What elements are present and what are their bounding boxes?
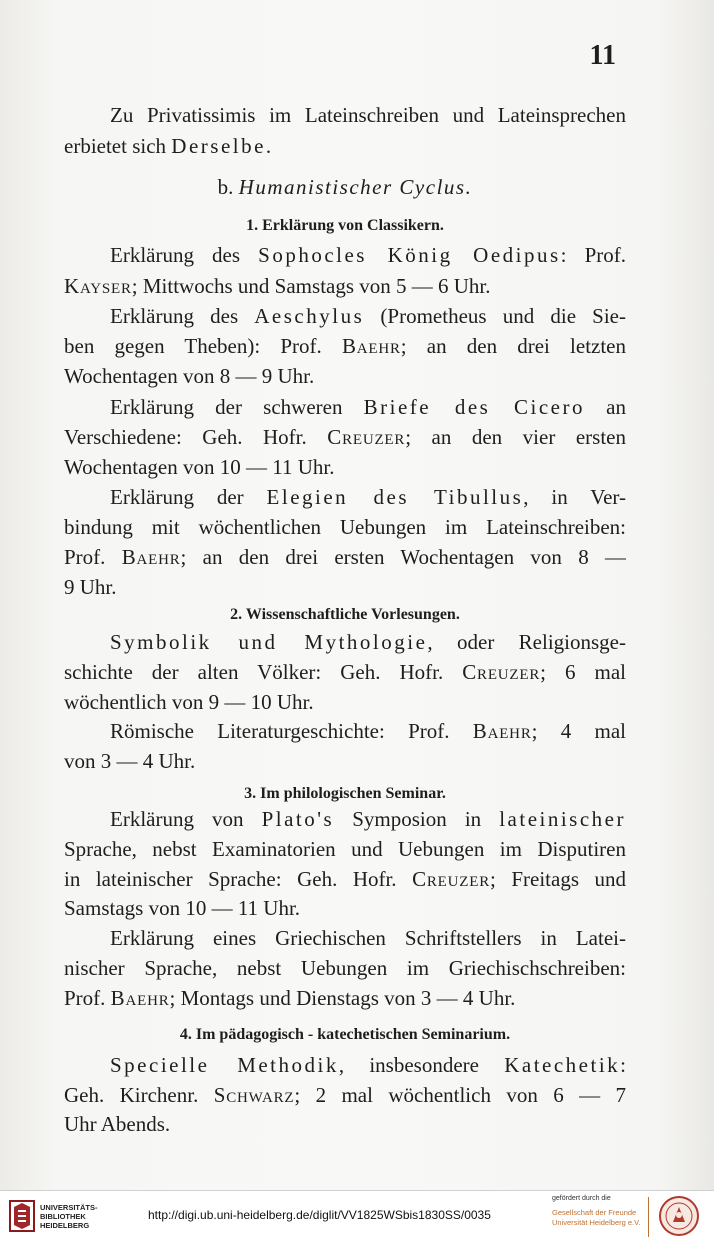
subsection-heading: 4. Im pädagogisch - katechetischen Seminarium. xyxy=(179,1026,511,1043)
library-name: UNIVERSITÄTS- BIBLIOTHEK HEIDELBERG xyxy=(40,1203,98,1230)
text-line: Römische Literaturgeschichte: Prof. Baehr; 4 mal xyxy=(110,719,626,743)
text-line: Geh. Kirchenr. Schwarz; 2 mal wöchentlich von 6 — 7 xyxy=(64,1083,626,1107)
text-line: Samstags von 10 — 11 Uhr. xyxy=(64,896,301,920)
viewer-footer xyxy=(0,1190,714,1242)
text-line: nischer Sprache, nebst Uebungen im Griechischschreiben: xyxy=(64,956,626,980)
text-line: Sprache, nebst Examinatorien und Uebungen im Disputiren xyxy=(64,837,626,861)
text-line: Symbolik und Mythologie, oder Religionsge- xyxy=(110,630,626,654)
funded-by-label: gefördert durch die xyxy=(552,1195,611,1202)
text-line: Kayser; Mittwochs und Samstags von 5 — 6 Uhr. xyxy=(64,274,491,298)
society-name[interactable]: Gesellschaft der Freunde Universität Heidelberg e.V. xyxy=(552,1208,641,1227)
text-line: ben gegen Theben): Prof. Baehr; an den drei letzten xyxy=(64,334,626,358)
text-line: Erklärung der Elegien des Tibullus, in Ver- xyxy=(110,485,626,509)
text-line: Wochentagen von 8 — 9 Uhr. xyxy=(64,364,315,388)
text-line: Uhr Abends. xyxy=(64,1112,171,1136)
text-line: Zu Privatissimis im Lateinschreiben und Lateinsprechen xyxy=(110,103,626,127)
text-line: Specielle Methodik, insbesondere Katechetik: xyxy=(110,1053,626,1077)
text-line: Erklärung eines Griechischen Schriftstellers in Latei- xyxy=(110,926,626,950)
text-line: bindung mit wöchentlichen Uebungen im Lateinschreiben: xyxy=(64,515,626,539)
text-line: Erklärung von Plato's Symposion in lateinischer xyxy=(110,807,626,831)
section-heading: b. Humanistischer Cyclus. xyxy=(217,175,473,199)
text-line: erbietet sich Derselbe. xyxy=(64,134,274,158)
text-line: Verschiedene: Geh. Hofr. Creuzer; an den vier ersten xyxy=(64,425,626,449)
text-line: Erklärung des Aeschylus (Prometheus und die Sie- xyxy=(110,304,626,328)
university-library-logo-icon xyxy=(8,1199,36,1233)
subsection-heading: 3. Im philologischen Seminar. xyxy=(244,785,446,802)
university-seal-icon xyxy=(658,1195,700,1237)
text-line: in lateinischer Sprache: Geh. Hofr. Creuzer; Freitags und xyxy=(64,867,626,891)
text-line: 9 Uhr. xyxy=(64,575,117,599)
page-number: 11 xyxy=(589,40,616,71)
text-line: Prof. Baehr; Montags und Dienstags von 3 — 4 Uhr. xyxy=(64,986,516,1010)
document-url[interactable]: http://digi.ub.uni-heidelberg.de/diglit/VV1825WSbis1830SS/0035 xyxy=(148,1208,491,1222)
text-line: Prof. Baehr; an den drei ersten Wochentagen von 8 — xyxy=(64,545,626,569)
text-line: von 3 — 4 Uhr. xyxy=(64,749,196,773)
text-line: Erklärung des Sophocles König Oedipus: Prof. xyxy=(110,243,626,267)
text-line: wöchentlich von 9 — 10 Uhr. xyxy=(64,690,314,714)
subsection-heading: 2. Wissenschaftliche Vorlesungen. xyxy=(230,606,460,623)
text-line: Wochentagen von 10 — 11 Uhr. xyxy=(64,455,335,479)
text-line: Erklärung der schweren Briefe des Cicero an xyxy=(110,395,626,419)
divider xyxy=(648,1197,649,1237)
subsection-heading: 1. Erklärung von Classikern. xyxy=(246,217,444,234)
text-line: schichte der alten Völker: Geh. Hofr. Creuzer; 6 mal xyxy=(64,660,626,684)
